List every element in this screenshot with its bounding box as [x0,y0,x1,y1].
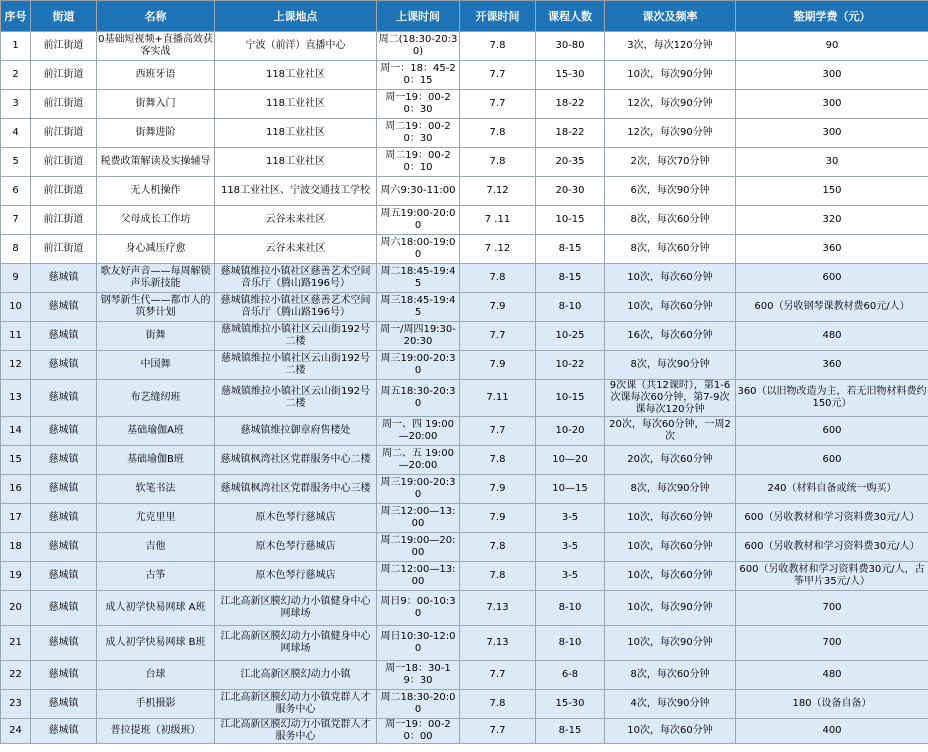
header-place[interactable]: 上课地点 [215,1,377,32]
table-row [1,661,928,690]
cell-fee[interactable]: 90 [736,32,928,61]
cell-street[interactable]: 慈城镇 [31,380,97,417]
cell-street[interactable]: 慈城镇 [31,661,97,690]
cell-no[interactable]: 12 [1,351,31,380]
cell-fee[interactable]: 300 [736,61,928,90]
cell-freq[interactable]: 9次课（共12课时），第1-6次课每次60分钟，第7-9次课每次120分钟 [605,380,736,417]
cell-time[interactable]: 周三19:00-20:30 [377,351,460,380]
cell-no[interactable]: 1 [1,32,31,61]
cell-no[interactable]: 7 [1,206,31,235]
cell-time[interactable]: 周一18：30-19：30 [377,661,460,690]
cell-place[interactable]: 云谷未来社区 [215,235,377,264]
cell-no[interactable]: 13 [1,380,31,417]
cell-freq[interactable]: 10次，每次90分钟 [605,591,736,626]
cell-no[interactable]: 11 [1,322,31,351]
cell-start[interactable]: 7.7 [460,90,536,119]
header-freq[interactable]: 课次及频率 [605,1,736,32]
cell-street[interactable]: 前江街道 [31,148,97,177]
cell-no[interactable]: 24 [1,719,31,744]
cell-time[interactable]: 周二、五 19:00—20:00 [377,446,460,475]
cell-place[interactable]: 原木色琴行慈城店 [215,504,377,533]
cell-place[interactable]: 118工业社区、宁波交通技工学校 [215,177,377,206]
cell-name[interactable]: 街舞入门 [97,90,215,119]
table-row [1,446,928,475]
table-row [1,719,928,744]
cell-place[interactable]: 118工业社区 [215,148,377,177]
cell-people[interactable]: 8-10 [536,293,605,322]
cell-name[interactable]: 软笔书法 [97,475,215,504]
table-row [1,562,928,591]
table-row [1,591,928,626]
cell-people[interactable]: 3-5 [536,562,605,591]
cell-time[interactable]: 周一：18：45-20：15 [377,61,460,90]
cell-people[interactable]: 3-5 [536,504,605,533]
cell-place[interactable]: 118工业社区 [215,119,377,148]
cell-start[interactable]: 7.8 [460,562,536,591]
cell-time[interactable]: 周六18:00-19:00 [377,235,460,264]
cell-fee[interactable]: 480 [736,661,928,690]
cell-no[interactable]: 23 [1,690,31,719]
table-row [1,417,928,446]
cell-street[interactable]: 慈城镇 [31,690,97,719]
cell-place[interactable]: 云谷未来社区 [215,206,377,235]
cell-start[interactable]: 7.8 [460,533,536,562]
cell-no[interactable]: 17 [1,504,31,533]
table-row [1,32,928,61]
cell-time[interactable]: 周二19：00-20：30 [377,119,460,148]
cell-name[interactable]: 成人初学快易网球 B班 [97,626,215,661]
cell-freq[interactable]: 10次，每次60分钟 [605,293,736,322]
cell-fee[interactable]: 480 [736,322,928,351]
cell-freq[interactable]: 2次，每次70分钟 [605,148,736,177]
cell-no[interactable]: 5 [1,148,31,177]
cell-freq[interactable]: 10次，每次90分钟 [605,626,736,661]
cell-name[interactable]: 成人初学快易网球 A班 [97,591,215,626]
header-people[interactable]: 课程人数 [536,1,605,32]
cell-name[interactable]: 街舞进阶 [97,119,215,148]
cell-fee[interactable]: 360（以旧物改造为主，若无旧物材料费约150元） [736,380,928,417]
cell-freq[interactable]: 10次，每次60分钟 [605,264,736,293]
table-row [1,293,928,322]
cell-people[interactable]: 20-35 [536,148,605,177]
cell-fee[interactable]: 400 [736,719,928,744]
cell-start[interactable]: 7.7 [460,661,536,690]
cell-fee[interactable]: 360 [736,235,928,264]
cell-start[interactable]: 7.7 [460,322,536,351]
cell-start[interactable]: 7.8 [460,32,536,61]
cell-no[interactable]: 14 [1,417,31,446]
cell-place[interactable]: 原木色琴行慈城店 [215,533,377,562]
cell-no[interactable]: 9 [1,264,31,293]
cell-no[interactable]: 20 [1,591,31,626]
cell-street[interactable]: 慈城镇 [31,293,97,322]
cell-freq[interactable]: 16次，每次60分钟 [605,322,736,351]
cell-time[interactable]: 周一19：00-20：30 [377,90,460,119]
cell-people[interactable]: 15-30 [536,61,605,90]
cell-start[interactable]: 7.11 [460,380,536,417]
cell-start[interactable]: 7.9 [460,475,536,504]
cell-people[interactable]: 8-15 [536,235,605,264]
cell-street[interactable]: 慈城镇 [31,533,97,562]
cell-no[interactable]: 22 [1,661,31,690]
cell-place[interactable]: 慈城镇枫湾社区党群服务中心二楼 [215,446,377,475]
cell-fee[interactable]: 320 [736,206,928,235]
cell-freq[interactable]: 10次，每次90分钟 [605,61,736,90]
cell-time[interactable]: 周六9:30-11:00 [377,177,460,206]
cell-street[interactable]: 慈城镇 [31,504,97,533]
cell-no[interactable]: 18 [1,533,31,562]
header-fee[interactable]: 整期学费（元） [736,1,928,32]
cell-no[interactable]: 15 [1,446,31,475]
cell-fee[interactable]: 600（另收钢琴课教材费60元/人） [736,293,928,322]
cell-time[interactable]: 周三19:00-20:30 [377,475,460,504]
cell-start[interactable]: 7.8 [460,119,536,148]
cell-time[interactable]: 周二12:00—13:00 [377,562,460,591]
cell-street[interactable]: 前江街道 [31,90,97,119]
table-row [1,322,928,351]
cell-freq[interactable]: 8次，每次60分钟 [605,206,736,235]
cell-street[interactable]: 前江街道 [31,177,97,206]
cell-no[interactable]: 2 [1,61,31,90]
cell-place[interactable]: 江北高新区膜幻动力小镇党群人才服务中心 [215,719,377,744]
cell-freq[interactable]: 8次，每次60分钟 [605,235,736,264]
cell-freq[interactable]: 10次，每次60分钟 [605,719,736,744]
table-row [1,690,928,719]
cell-name[interactable]: 吉他 [97,533,215,562]
table-row [1,119,928,148]
cell-place[interactable]: 慈城镇维拉小镇社区云山街192号二楼 [215,322,377,351]
cell-no[interactable]: 6 [1,177,31,206]
cell-fee[interactable]: 600（另收教材和学习资料费30元/人） [736,504,928,533]
cell-name[interactable]: 税费政策解读及实操辅导 [97,148,215,177]
cell-time[interactable]: 周一、四 19:00—20:00 [377,417,460,446]
cell-freq[interactable]: 8次，每次90分钟 [605,351,736,380]
cell-fee[interactable]: 600（另收教材和学习资料费30元/人，古筝甲片35元/人） [736,562,928,591]
cell-name[interactable]: 无人机操作 [97,177,215,206]
cell-no[interactable]: 21 [1,626,31,661]
cell-time[interactable]: 周一19：00-20：00 [377,719,460,744]
cell-place[interactable]: 慈城镇枫湾社区党群服务中心三楼 [215,475,377,504]
cell-street[interactable]: 慈城镇 [31,351,97,380]
header-time[interactable]: 上课时间 [377,1,460,32]
cell-fee[interactable]: 700 [736,626,928,661]
cell-place[interactable]: 118工业社区 [215,90,377,119]
cell-fee[interactable]: 300 [736,119,928,148]
cell-start[interactable]: 7.7 [460,61,536,90]
cell-time[interactable]: 周二19:00—20:00 [377,533,460,562]
cell-name[interactable]: 普拉提班（初级班） [97,719,215,744]
cell-name[interactable]: 父母成长工作坊 [97,206,215,235]
cell-fee[interactable]: 600 [736,417,928,446]
cell-people[interactable]: 10-25 [536,322,605,351]
cell-place[interactable]: 118工业社区 [215,61,377,90]
cell-fee[interactable]: 300 [736,90,928,119]
cell-street[interactable]: 慈城镇 [31,626,97,661]
cell-people[interactable]: 10-15 [536,206,605,235]
cell-people[interactable]: 10-22 [536,351,605,380]
cell-street[interactable]: 前江街道 [31,32,97,61]
cell-fee[interactable]: 600 [736,264,928,293]
table-row [1,504,928,533]
cell-people[interactable]: 6-8 [536,661,605,690]
table-row [1,351,928,380]
table-row [1,533,928,562]
cell-name[interactable]: 古筝 [97,562,215,591]
cell-people[interactable]: 18-22 [536,119,605,148]
cell-name[interactable]: 基础瑜伽A班 [97,417,215,446]
cell-freq[interactable]: 12次，每次90分钟 [605,90,736,119]
cell-time[interactable]: 周二(18:30-20:30) [377,32,460,61]
cell-freq[interactable]: 20次，每次60分钟 [605,446,736,475]
cell-time[interactable]: 周三12:00—13:00 [377,504,460,533]
cell-street[interactable]: 前江街道 [31,206,97,235]
table-row [1,626,928,661]
cell-street[interactable]: 前江街道 [31,119,97,148]
cell-people[interactable]: 3-5 [536,533,605,562]
cell-freq[interactable]: 6次，每次90分钟 [605,177,736,206]
cell-freq[interactable]: 12次，每次90分钟 [605,119,736,148]
cell-start[interactable]: 7 .11 [460,206,536,235]
table-row [1,90,928,119]
cell-street[interactable]: 前江街道 [31,61,97,90]
cell-people[interactable]: 10-20 [536,417,605,446]
cell-freq[interactable]: 3次，每次120分钟 [605,32,736,61]
cell-no[interactable]: 16 [1,475,31,504]
cell-place[interactable]: 慈城镇维拉小镇社区云山街192号二楼 [215,380,377,417]
cell-freq[interactable]: 8次，每次90分钟 [605,475,736,504]
cell-start[interactable]: 7.7 [460,719,536,744]
cell-start[interactable]: 7.8 [460,264,536,293]
cell-people[interactable]: 8-15 [536,264,605,293]
cell-people[interactable]: 8-10 [536,591,605,626]
header-name[interactable]: 名称 [97,1,215,32]
cell-fee[interactable]: 600 [736,446,928,475]
cell-no[interactable]: 8 [1,235,31,264]
cell-people[interactable]: 15-30 [536,690,605,719]
cell-people[interactable]: 10—20 [536,446,605,475]
cell-freq[interactable]: 8次，每次60分钟 [605,661,736,690]
cell-no[interactable]: 19 [1,562,31,591]
cell-place[interactable]: 江北高新区膜幻动力小镇党群人才服务中心 [215,690,377,719]
cell-start[interactable]: 7.8 [460,148,536,177]
cell-start[interactable]: 7.13 [460,626,536,661]
cell-freq[interactable]: 10次，每次60分钟 [605,533,736,562]
table-row [1,177,928,206]
table-row [1,206,928,235]
cell-time[interactable]: 周日9：00-10:30 [377,591,460,626]
cell-name[interactable]: 中国舞 [97,351,215,380]
table-row [1,475,928,504]
cell-time[interactable]: 周二18:45-19:45 [377,264,460,293]
header-street[interactable]: 街道 [31,1,97,32]
cell-name[interactable]: 歌友好声音——每周解锁声乐新技能 [97,264,215,293]
cell-no[interactable]: 3 [1,90,31,119]
cell-no[interactable]: 10 [1,293,31,322]
cell-place[interactable]: 慈城镇维拉小镇社区云山街192号二楼 [215,351,377,380]
cell-street[interactable]: 慈城镇 [31,446,97,475]
cell-people[interactable]: 18-22 [536,90,605,119]
table-row [1,264,928,293]
cell-name[interactable]: 手机摄影 [97,690,215,719]
cell-start[interactable]: 7.12 [460,177,536,206]
cell-name[interactable]: 钢琴新生代——都市人的筑梦计划 [97,293,215,322]
cell-fee[interactable]: 30 [736,148,928,177]
cell-start[interactable]: 7.9 [460,351,536,380]
cell-time[interactable]: 周二18:30-20:00 [377,690,460,719]
header-row [1,1,928,32]
cell-start[interactable]: 7.9 [460,293,536,322]
cell-street[interactable]: 慈城镇 [31,475,97,504]
cell-place[interactable]: 江北高新区膜幻动力小镇 [215,661,377,690]
cell-start[interactable]: 7.13 [460,591,536,626]
cell-people[interactable]: 10—15 [536,475,605,504]
cell-fee[interactable]: 150 [736,177,928,206]
cell-place[interactable]: 慈城镇维拉小镇社区慈善艺术空间音乐厅（腾山路196号） [215,293,377,322]
cell-fee[interactable]: 240（材料自备或统一购买） [736,475,928,504]
cell-street[interactable]: 慈城镇 [31,417,97,446]
cell-place[interactable]: 江北高新区膜幻动力小镇健身中心网球场 [215,626,377,661]
cell-place[interactable]: 宁波（前洋）直播中心 [215,32,377,61]
cell-street[interactable]: 前江街道 [31,235,97,264]
cell-start[interactable]: 7.8 [460,446,536,475]
cell-place[interactable]: 江北高新区膜幻动力小镇健身中心网球场 [215,591,377,626]
cell-street[interactable]: 慈城镇 [31,264,97,293]
cell-street[interactable]: 慈城镇 [31,562,97,591]
cell-street[interactable]: 慈城镇 [31,591,97,626]
cell-freq[interactable]: 20次，每次60分钟，一周2次 [605,417,736,446]
header-no[interactable]: 序号 [1,1,31,32]
cell-fee[interactable]: 700 [736,591,928,626]
cell-name[interactable]: 台球 [97,661,215,690]
cell-people[interactable]: 20-30 [536,177,605,206]
table-row [1,61,928,90]
cell-time[interactable]: 周五19:00-20:00 [377,206,460,235]
cell-start[interactable]: 7.7 [460,417,536,446]
cell-street[interactable]: 慈城镇 [31,719,97,744]
cell-time[interactable]: 周一/周四19:30-20:30 [377,322,460,351]
cell-fee[interactable]: 360 [736,351,928,380]
cell-place[interactable]: 慈城镇维拉小镇社区慈善艺术空间音乐厅（腾山路196号） [215,264,377,293]
cell-people[interactable]: 8-10 [536,626,605,661]
table-row [1,148,928,177]
cell-people[interactable]: 8-15 [536,719,605,744]
cell-street[interactable]: 慈城镇 [31,322,97,351]
cell-start[interactable]: 7.8 [460,690,536,719]
cell-fee[interactable]: 600（另收教材和学习资料费30元/人） [736,533,928,562]
cell-name[interactable]: 基础瑜伽B班 [97,446,215,475]
cell-freq[interactable]: 4次，每次90分钟 [605,690,736,719]
cell-name[interactable]: 布艺缝纫班 [97,380,215,417]
cell-place[interactable]: 慈城镇维拉御章府售楼处 [215,417,377,446]
cell-start[interactable]: 7.9 [460,504,536,533]
cell-time[interactable]: 周日10:30-12:00 [377,626,460,661]
cell-name[interactable]: 0基础短视频+直播高效获客实战 [97,32,215,61]
cell-time[interactable]: 周五18:30-20:30 [377,380,460,417]
cell-fee[interactable]: 180（设备自备） [736,690,928,719]
cell-people[interactable]: 10-15 [536,380,605,417]
cell-start[interactable]: 7 .12 [460,235,536,264]
cell-time[interactable]: 周三18:45-19:45 [377,293,460,322]
cell-name[interactable]: 西班牙语 [97,61,215,90]
header-start[interactable]: 开课时间 [460,1,536,32]
cell-name[interactable]: 街舞 [97,322,215,351]
table-row [1,235,928,264]
cell-no[interactable]: 4 [1,119,31,148]
cell-name[interactable]: 身心减压疗愈 [97,235,215,264]
table-row [1,380,928,417]
cell-name[interactable]: 尤克里里 [97,504,215,533]
cell-place[interactable]: 原木色琴行慈城店 [215,562,377,591]
cell-time[interactable]: 周二19：00-20：10 [377,148,460,177]
cell-freq[interactable]: 10次，每次60分钟 [605,562,736,591]
cell-freq[interactable]: 10次，每次60分钟 [605,504,736,533]
cell-people[interactable]: 30-80 [536,32,605,61]
